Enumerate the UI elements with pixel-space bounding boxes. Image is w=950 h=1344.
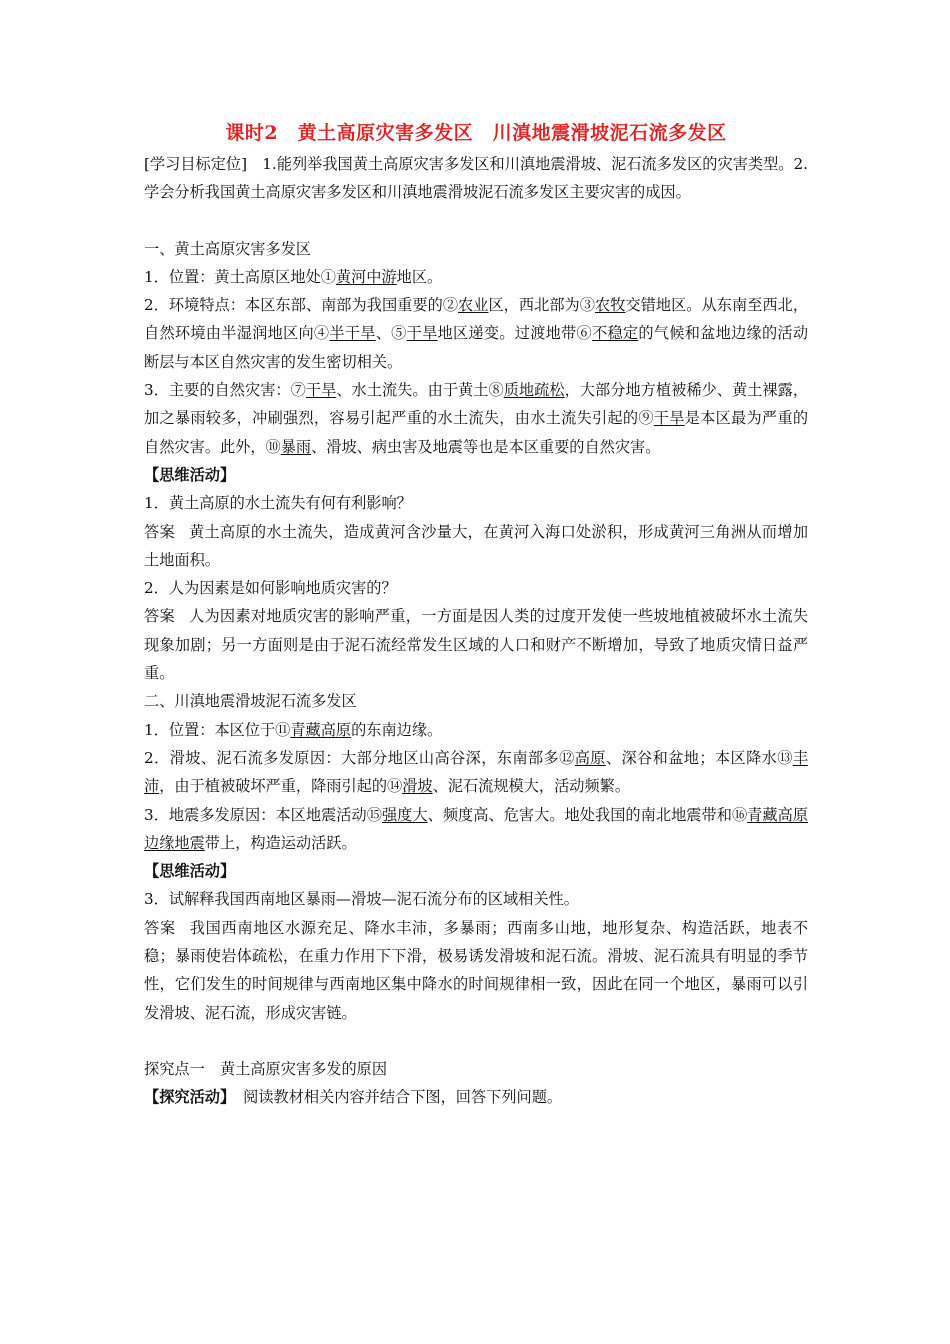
spacer (144, 207, 808, 235)
answer-blank: 暴雨 (280, 437, 312, 456)
answer-blank: 不稳定 (592, 324, 639, 343)
answer-blank: 半干旱 (329, 324, 376, 343)
answer-blank: 农牧 (595, 296, 626, 315)
thinking-activity-label: 【思维活动】 (144, 862, 236, 881)
answer-1: 答案 黄土高原的水土流失，造成黄河含沙量大，在黄河入海口处淤积，形成黄河三角洲从而增加土地面积。 (144, 522, 809, 569)
thinking-activity-label: 【思维活动】 (144, 465, 236, 484)
answer-blank: 黄河中游 (335, 267, 397, 286)
answer-blank: 干旱 (305, 381, 337, 400)
answer-blank: 质地疏松 (503, 381, 565, 400)
answer-blank: 干旱 (653, 409, 685, 428)
section1-heading: 一、黄土高原灾害多发区 (144, 239, 312, 258)
answer-blank: 干旱 (406, 324, 438, 343)
answer-3: 答案 我国西南地区水源充足、降水丰沛，多暴雨；西南多山地，地形复杂、构造活跃，地表不稳；暴雨使岩体疏松，在重力作用下下滑，极易诱发滑坡和泥石流。滑坡、泥石流具有明显的季节性，它们发生的时间规律与西南地区集中降水的时间规律相一致，因此在同一个地区，暴雨可以引发滑坡、泥石流，形成灾害链。 (144, 918, 809, 1022)
answer-blank: 农业 (458, 296, 489, 315)
section2-location: 1．位置：本区位于⑪青藏高原的东南边缘。 (144, 720, 443, 739)
answer-blank: 丰沛 (144, 748, 809, 796)
learning-objective: [学习目标定位] 1.能列举我国黄土高原灾害多发区和川滇地震滑坡、泥石流多发区的灾害类型。2.学会分析我国黄土高原灾害多发区和川滇地震滑坡泥石流多发区主要灾害的成因。 (144, 155, 808, 202)
answer-label: 答案 (144, 522, 175, 541)
question-3: 3．试解释我国西南地区暴雨—滑坡—泥石流分布的区域相关性。 (144, 890, 579, 909)
section1-disasters: 3．主要的自然灾害：⑦干旱、水土流失。由于黄土⑧质地疏松，大部分地方植被稀少、黄土裸露，加之暴雨较多，冲刷强烈，容易引起严重的水土流失，由水土流失引起的⑨干旱是本区最为严重的自然灾害。此外，⑩暴雨、滑坡、病虫害及地震等也是本区重要的自然灾害。 (144, 381, 809, 456)
explore-activity: 【探究活动】 阅读教材相关内容并结合下图，回答下列问题。 (144, 1088, 563, 1107)
question-1: 1．黄土高原的水土流失有何有利影响？ (144, 494, 412, 513)
lesson-title: 课时2 黄土高原灾害多发区 川滇地震滑坡泥石流多发区 (225, 122, 727, 144)
answer-blank: 青藏高原 (290, 720, 352, 739)
answer-label: 答案 (144, 607, 175, 626)
explore-heading: 探究点一 黄土高原灾害多发的原因 (144, 1059, 387, 1078)
document-page (144, 118, 808, 1112)
section2-landslide-causes: 2．滑坡、泥石流多发原因：大部分地区山高谷深，东南部多⑫高原、深谷和盆地；本区降水⑬丰沛，由于植被破坏严重，降雨引起的⑭滑坡、泥石流规模大，活动频繁。 (144, 748, 809, 796)
section1-location: 1．位置：黄土高原区地处①黄河中游地区。 (144, 267, 443, 286)
answer-blank: 青藏高原边缘地震 (144, 805, 809, 852)
section1-environment: 2．环境特点：本区东部、南部为我国重要的②农业区，西北部为③农牧交错地区。从东南至西北，自然环境由半湿润地区向④半干旱、⑤干旱地区递变。过渡地带⑥不稳定的气候和盆地边缘的活动断层与本区自然灾害的发生密切相关。 (144, 296, 809, 371)
section2-earthquake-causes: 3．地震多发原因：本区地震活动⑮强度大、频度高、危害大。地处我国的南北地震带和⑯青藏高原边缘地震带上，构造运动活跃。 (144, 805, 809, 852)
answer-blank: 高原 (574, 748, 606, 767)
answer-label: 答案 (144, 918, 176, 937)
spacer (144, 1027, 808, 1055)
section2-heading: 二、川滇地震滑坡泥石流多发区 (144, 692, 357, 711)
answer-blank: 滑坡 (402, 777, 433, 796)
answer-2: 答案 人为因素对地质灾害的影响严重，一方面是因人类的过度开发使一些坡地植被破坏水土流失现象加剧；另一方面则是由于泥石流经常发生区域的人口和财产不断增加，导致了地质灾情日益严重。 (144, 607, 809, 683)
explore-activity-label: 【探究活动】 (144, 1088, 236, 1107)
question-2: 2．人为因素是如何影响地质灾害的？ (144, 579, 397, 598)
answer-blank: 强度大 (381, 805, 428, 824)
